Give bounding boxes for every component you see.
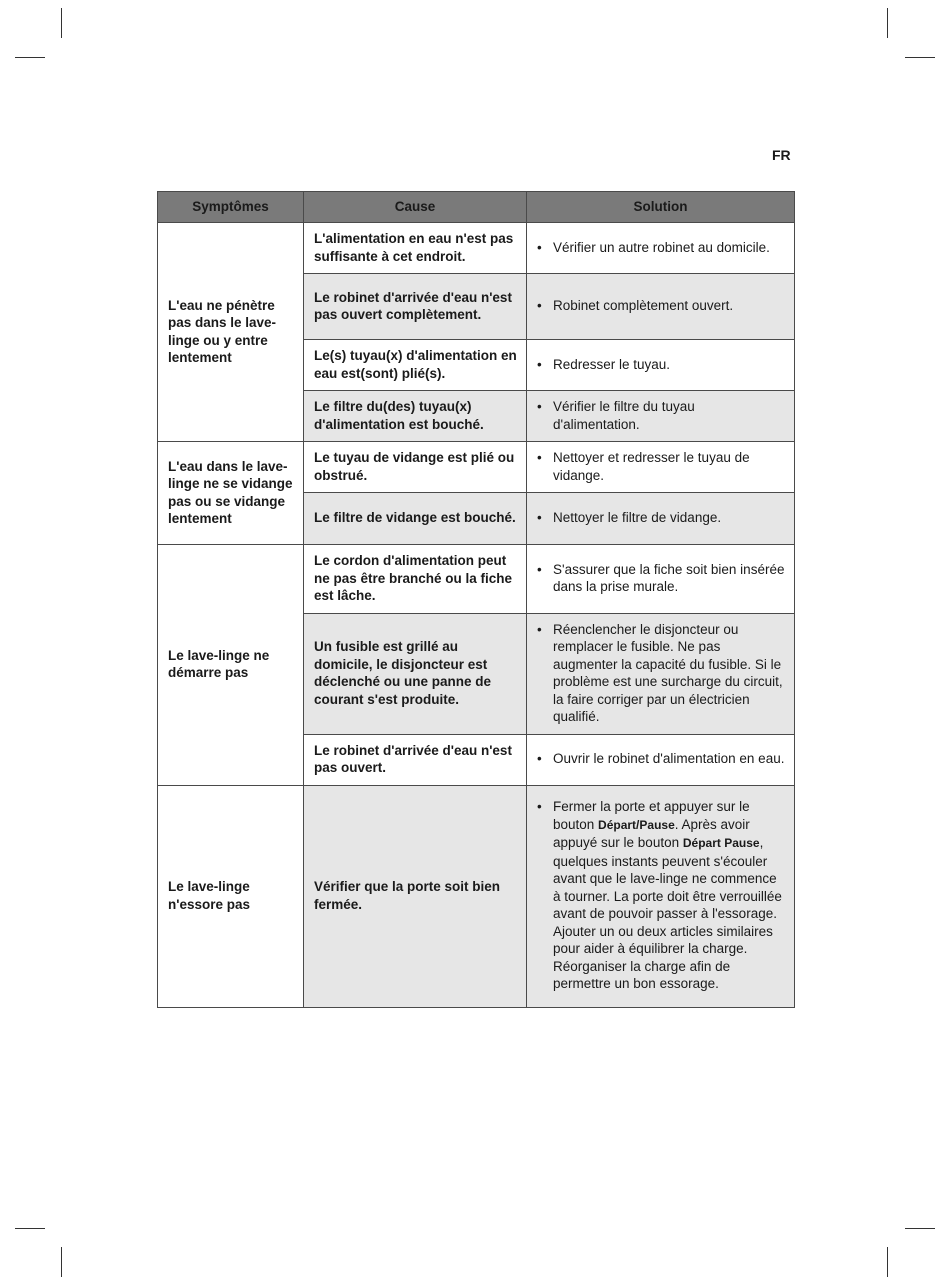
solution-text: Vérifier un autre robinet au domicile. xyxy=(553,239,770,255)
crop-mark xyxy=(15,57,45,58)
symptom-cell: L'eau dans le lave-linge ne se vidange pas ou se vidange lentement xyxy=(158,442,304,545)
cause-cell: Un fusible est grillé au domicile, le disjoncteur est déclenché ou une panne de courant s'est produite. xyxy=(304,613,527,734)
bullet-icon: • xyxy=(537,561,542,577)
solution-cell xyxy=(527,442,795,493)
solution-cell xyxy=(527,785,795,1007)
header-symptomes: Symptômes xyxy=(158,192,304,223)
solution-text xyxy=(553,798,785,993)
language-label: FR xyxy=(772,147,791,163)
solution-text-part: Fermer la porte et appuyer sur le bouton xyxy=(553,799,750,832)
solution-text: Robinet complètement ouvert. xyxy=(553,298,734,314)
solution-cell xyxy=(527,274,795,340)
solution-cell xyxy=(527,613,795,734)
symptom-cell: Le lave-linge n'essore pas xyxy=(158,785,304,1007)
cause-cell: Le filtre du(des) tuyau(x) d'alimentation est bouché. xyxy=(304,391,527,442)
solution-text: Nettoyer le filtre de vidange. xyxy=(553,510,722,526)
solution-cell xyxy=(527,493,795,545)
bullet-icon: • xyxy=(537,399,542,414)
table-row xyxy=(158,545,795,614)
cause-cell: Le robinet d'arrivée d'eau n'est pas ouvert. xyxy=(304,734,527,785)
table-row xyxy=(158,223,795,274)
solution-text: S'assurer que la fiche soit bien insérée dans la prise murale. xyxy=(553,561,785,595)
bullet-icon: • xyxy=(537,239,542,255)
bullet-icon: • xyxy=(537,450,542,465)
header-cause: Cause xyxy=(304,192,527,223)
bullet-icon: • xyxy=(537,356,542,372)
solution-cell xyxy=(527,340,795,391)
symptom-cell: Le lave-linge ne démarre pas xyxy=(158,545,304,786)
cause-cell: L'alimentation en eau n'est pas suffisante à cet endroit. xyxy=(304,223,527,274)
solution-cell xyxy=(527,545,795,614)
crop-mark xyxy=(887,1247,888,1277)
bullet-icon: • xyxy=(537,799,542,815)
solution-text: Réenclencher le disjoncteur ou remplacer le fusible. Ne pas augmenter la capacité du fusible. Si le problème est une surcharge du circuit, la faire corriger par un électricien qualifié. xyxy=(553,621,783,724)
start-pause-button-label: Départ/Pause xyxy=(598,817,675,832)
crop-mark xyxy=(61,8,62,38)
bullet-icon: • xyxy=(537,510,542,526)
bullet-icon: • xyxy=(537,298,542,314)
solution-cell xyxy=(527,391,795,442)
crop-mark xyxy=(905,1228,935,1229)
symptom-cell: L'eau ne pénètre pas dans le lave-linge ou y entre lentement xyxy=(158,223,304,442)
table-header-row xyxy=(158,192,795,223)
crop-mark xyxy=(61,1247,62,1277)
cause-cell: Le(s) tuyau(x) d'alimentation en eau est(sont) plié(s). xyxy=(304,340,527,391)
header-solution: Solution xyxy=(527,192,795,223)
table-row xyxy=(158,442,795,493)
solution-cell xyxy=(527,223,795,274)
bullet-icon: • xyxy=(537,621,542,637)
cause-cell: Le filtre de vidange est bouché. xyxy=(304,493,527,545)
crop-mark xyxy=(905,57,935,58)
crop-mark xyxy=(887,8,888,38)
solution-text-part: , quelques instants peuvent s'écouler avant que le lave-linge ne commence à tourner. La porte doit être verrouillée avant de pouvoir passer à l'essorage. Ajouter un ou deux articles similaires pour aider à équilibrer la charge. Réorganiser la charge afin de permettre un bon essorage. xyxy=(553,835,782,992)
cause-cell: Le cordon d'alimentation peut ne pas être branché ou la fiche est lâche. xyxy=(304,545,527,614)
cause-cell: Vérifier que la porte soit bien fermée. xyxy=(304,785,527,1007)
solution-text: Redresser le tuyau. xyxy=(553,356,671,372)
bullet-icon: • xyxy=(537,751,542,767)
crop-mark xyxy=(15,1228,45,1229)
solution-text-part: . Après avoir appuyé sur le bouton xyxy=(553,816,750,851)
start-pause-button-label: Départ Pause xyxy=(682,836,760,851)
solution-text: Ouvrir le robinet d'alimentation en eau. xyxy=(553,751,785,767)
table-row xyxy=(158,785,795,1007)
cause-cell: Le robinet d'arrivée d'eau n'est pas ouvert complètement. xyxy=(304,274,527,340)
cause-cell: Le tuyau de vidange est plié ou obstrué. xyxy=(304,442,527,493)
solution-text: Vérifier le filtre du tuyau d'alimentation. xyxy=(553,399,695,432)
solution-text: Nettoyer et redresser le tuyau de vidange. xyxy=(553,450,750,483)
troubleshooting-table xyxy=(157,191,795,1008)
solution-cell xyxy=(527,734,795,785)
